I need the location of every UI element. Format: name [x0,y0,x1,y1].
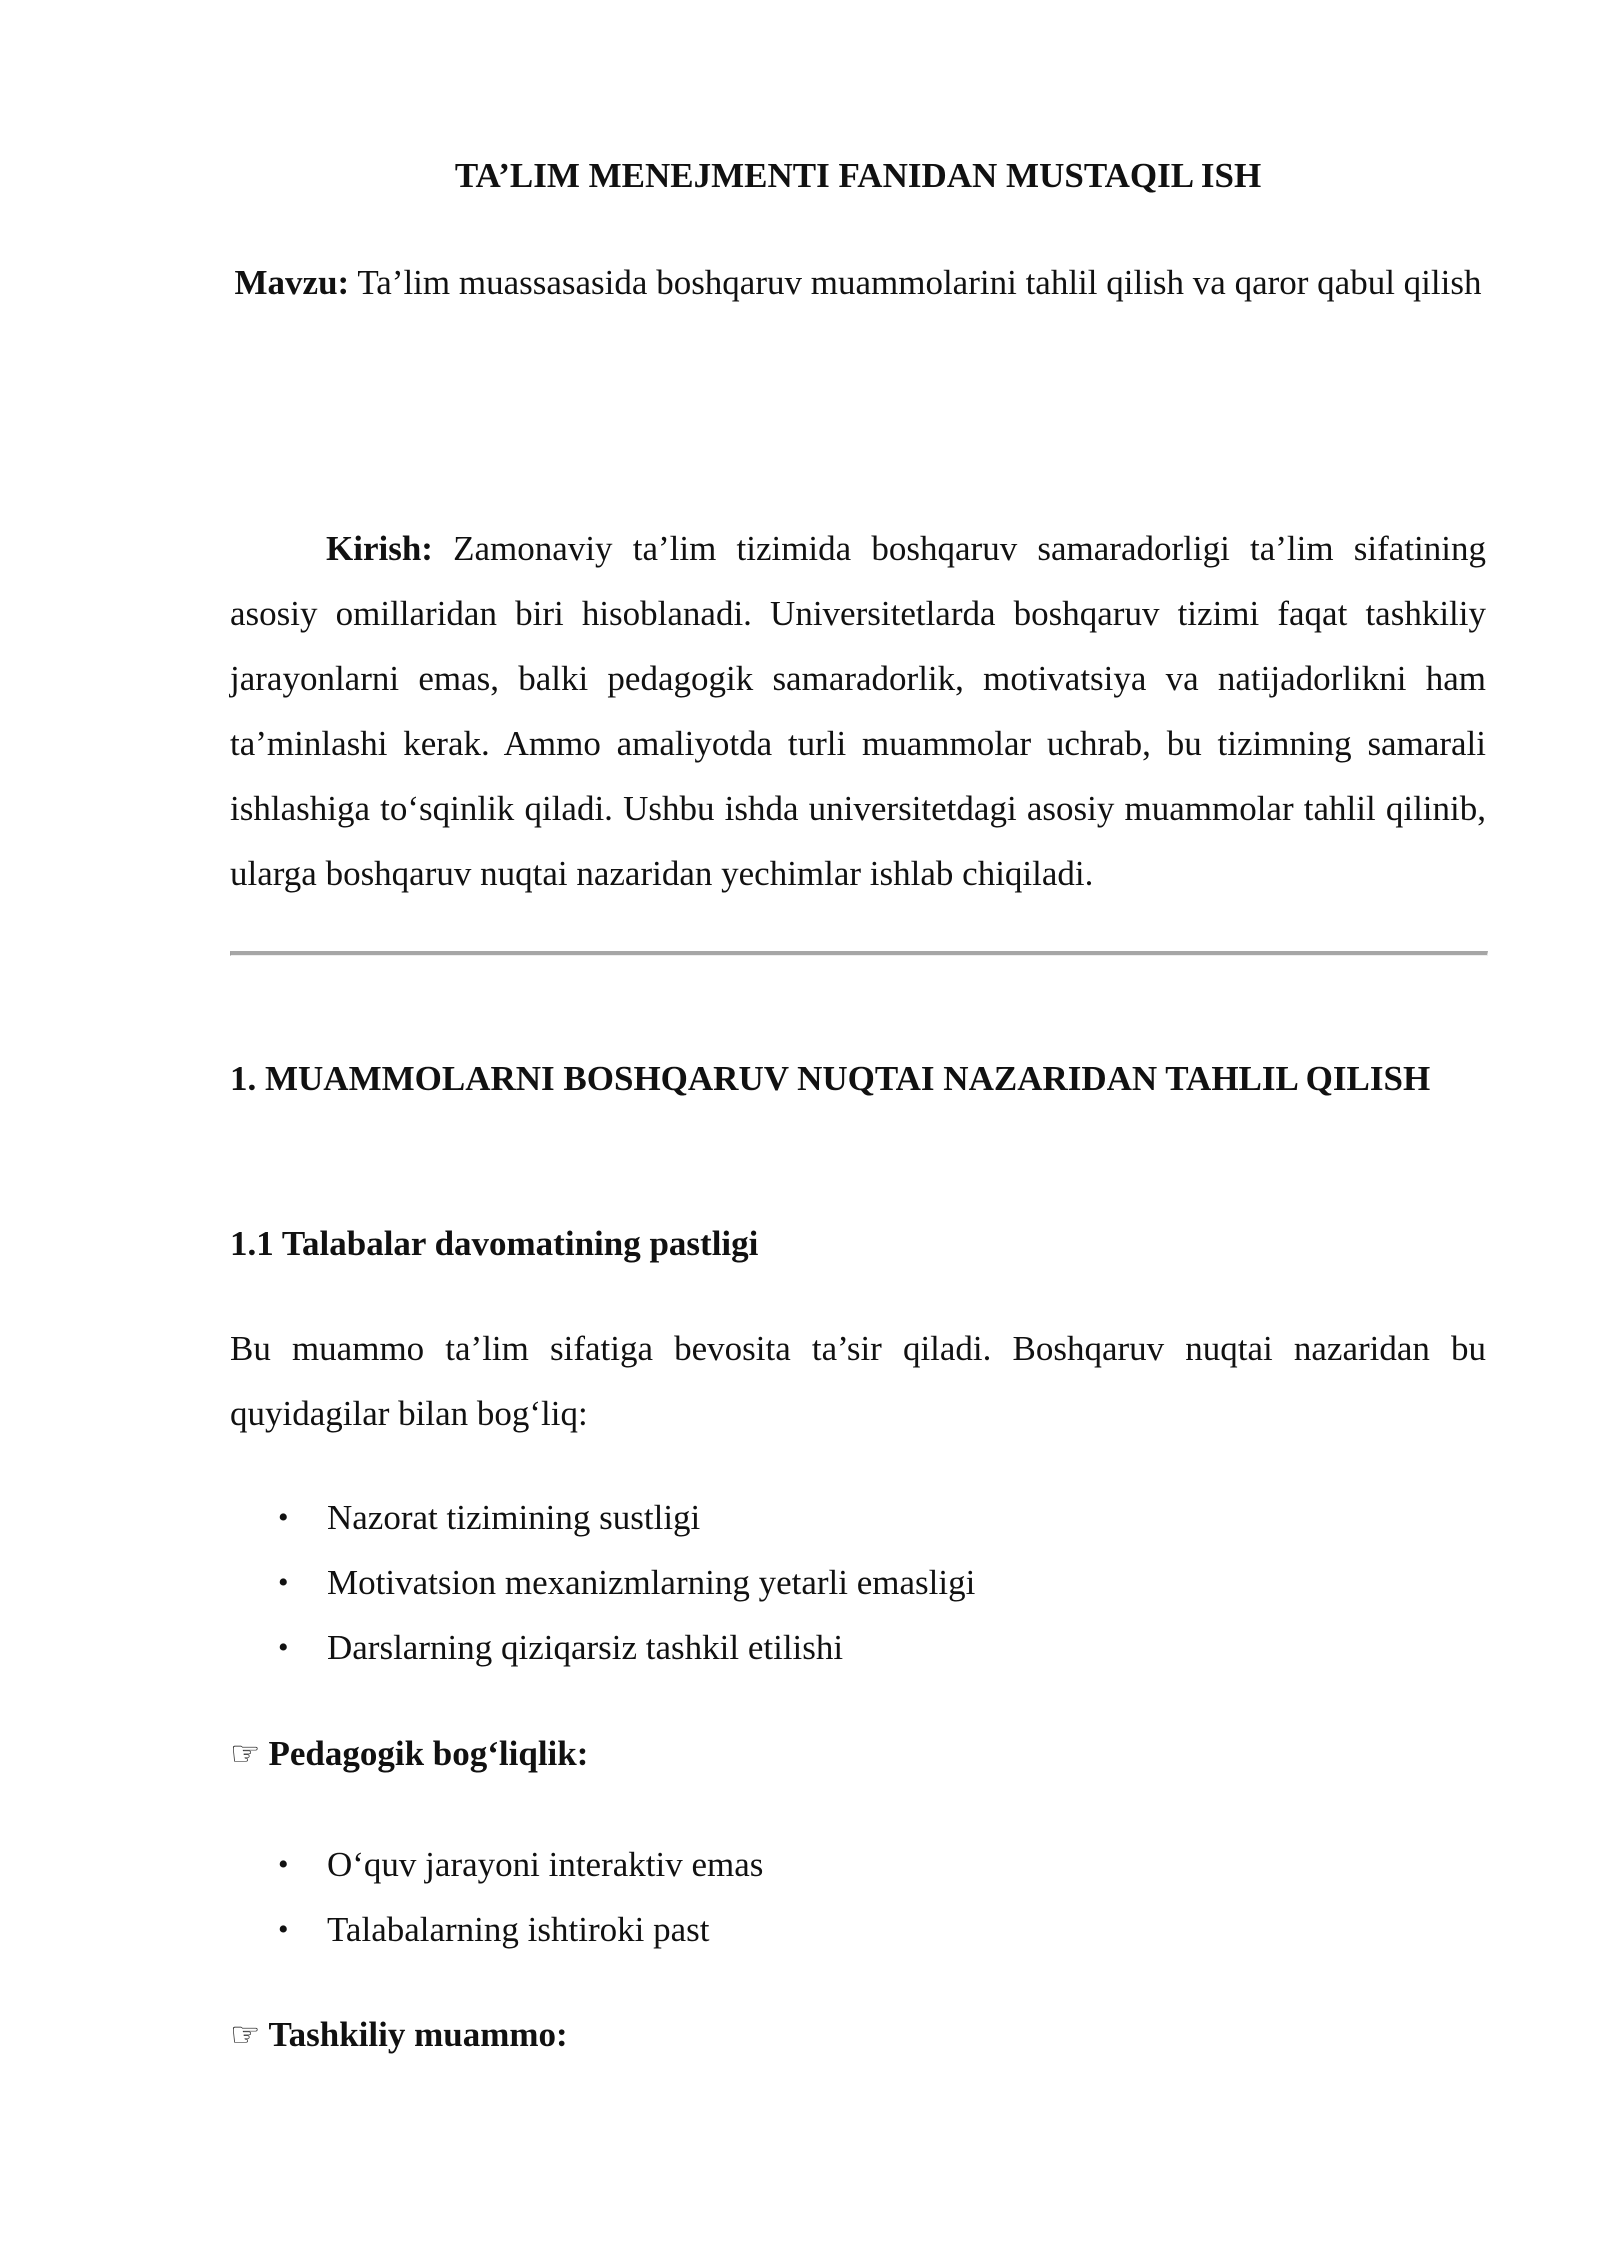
list-item-text: Darslarning qiziqarsiz tashkil etilishi [327,1628,844,1667]
document-title: TA’LIM MENEJMENTI FANIDAN MUSTAQIL ISH [454,156,1262,195]
list-item [230,1897,763,1962]
intro-label: Kirish: [326,529,433,568]
list-item [230,1832,763,1897]
bullet-icon: • [278,1501,289,1534]
subsection-paragraph: Bu muammo ta’lim sifatiga bevosita ta’sir qiladi. Boshqaruv nuqtai nazaridan bu quyidagilar bilan bog‘liq: [230,1329,1486,1433]
list-item-text: Motivatsion mexanizmlarning yetarli emasligi [327,1563,976,1602]
bullet-icon: • [278,1913,289,1946]
pedagogical-list [230,1832,763,1962]
pedagogical-callout-label: Pedagogik bog‘liqlik: [268,1734,589,1773]
causes-list [230,1485,975,1680]
organizational-callout-label: Tashkiliy muammo: [268,2015,568,2054]
list-item [230,1550,975,1615]
horizontal-divider [230,951,1488,956]
bullet-icon: • [278,1566,289,1599]
list-item-text: Talabalarning ishtiroki past [327,1910,710,1949]
subsection-1-1-heading: 1.1 Talabalar davomatining pastligi [230,1224,759,1263]
section-1-heading: 1. MUAMMOLARNI BOSHQARUV NUQTAI NAZARIDAN TAHLIL QILISH [230,1059,1431,1098]
bullet-icon: • [278,1848,289,1881]
list-item [230,1485,975,1550]
pedagogical-callout [230,1728,588,1780]
pointing-hand-icon: ☞ [230,1734,261,1774]
pointing-hand-icon: ☞ [230,2015,261,2055]
bullet-icon: • [278,1631,289,1664]
list-item [230,1615,975,1680]
list-item-text: O‘quv jarayoni interaktiv emas [327,1845,764,1884]
organizational-callout [230,2009,568,2061]
subject-text: Ta’lim muassasasida boshqaruv muammolarini tahlil qilish va qaror qabul qilish [349,263,1482,302]
intro-text: Zamonaviy ta’lim tizimida boshqaruv samaradorligi ta’lim sifatining asosiy omillaridan biri hisoblanadi. Universitetlarda boshqaruv tizimi faqat tashkiliy jarayonlarni emas, balki pedagogik samaradorlik, motivatsiya va natijadorlikni ham ta’minlashi kerak. Ammo amaliyotda turli muammolar uchrab, bu tizimning samarali ishlashiga to‘sqinlik qiladi. Ushbu ishda universitetdagi asosiy muammolar tahlil qilinib, ularga boshqaruv nuqtai nazaridan yechimlar ishlab chiqiladi. [230,529,1486,893]
list-item-text: Nazorat tizimining sustligi [327,1498,701,1537]
subject-label: Mavzu: [234,263,350,302]
intro-paragraph [230,516,1486,906]
subject-line [230,250,1486,315]
